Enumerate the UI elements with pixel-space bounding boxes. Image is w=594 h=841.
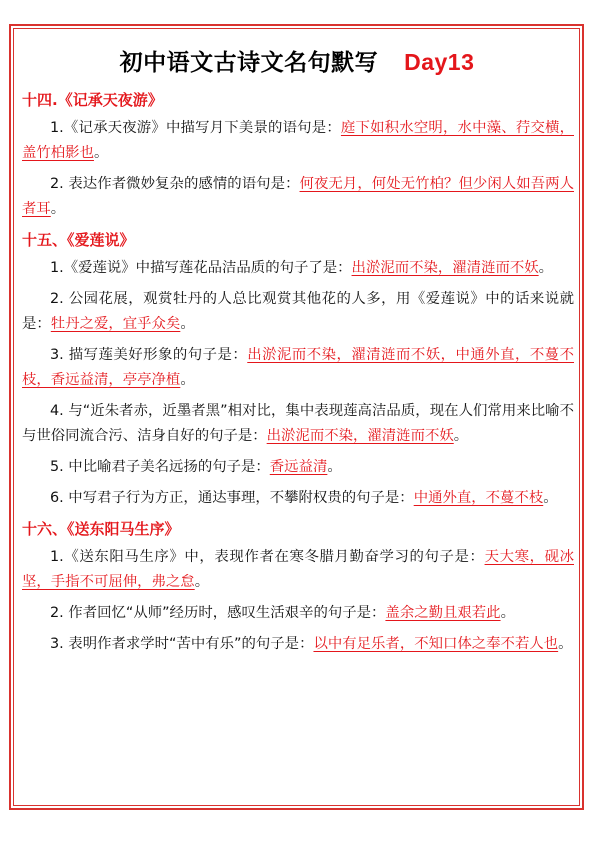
- question-item: [22, 116, 574, 166]
- answer-text: 以中有足乐者，不知口体之奉不若人也: [313, 636, 559, 652]
- question-text: 6. 中写君子行为方正，通达事理，不攀附权贵的句子是：: [50, 490, 414, 506]
- question-end: 。: [543, 490, 558, 506]
- answer-text: 牡丹之爱，宜乎众矣: [50, 316, 181, 332]
- section-heading-ailianshuo: 十五、《爱莲说》: [22, 231, 135, 249]
- question-end: 。: [180, 316, 195, 332]
- content: [22, 86, 574, 663]
- section-heading-songdongyang: 十六、《送东阳马生序》: [22, 520, 180, 538]
- question-end: 。: [327, 459, 342, 475]
- title-day: Day13: [404, 49, 475, 75]
- answer-text: 天大寒，砚冰坚，手指不可屈伸，弗之怠: [22, 549, 574, 590]
- answer-text: 中通外直，不蔓不枝: [413, 490, 544, 506]
- question-text: 2. 作者回忆“从师”经历时，感叹生活艰辛的句子是：: [50, 605, 386, 621]
- question-text: 1.《爱莲说》中描写莲花品洁品质的句子了是：: [50, 260, 352, 276]
- question-item: [22, 343, 574, 393]
- question-end: 。: [180, 372, 195, 388]
- question-end: 。: [538, 260, 554, 276]
- question-text: 1.《送东阳马生序》中，表现作者在寒冬腊月勤奋学习的句子是：: [50, 549, 485, 565]
- question-end: 。: [558, 636, 573, 652]
- question-item: [22, 399, 574, 449]
- answer-text: 出淤泥而不染，濯清涟而不妖: [266, 428, 454, 444]
- question-text: 2. 公园花展，观赏牡丹的人总比观赏其他花的人多，用《爱莲说》中的话来说就是：: [22, 291, 574, 332]
- question-item: [22, 632, 574, 657]
- answer-text: 何夜无月，何处无竹柏？但少闲人如吾两人者耳: [22, 176, 574, 217]
- answer-text: 庭下如积水空明，水中藻、荇交横，盖竹柏影也: [22, 120, 574, 161]
- question-end: 。: [500, 605, 515, 621]
- question-end: 。: [93, 145, 109, 161]
- question-text: 3. 描写莲美好形象的句子是：: [50, 347, 248, 363]
- answer-text: 香远益清: [269, 459, 328, 475]
- question-item: [22, 172, 574, 222]
- question-end: 。: [453, 428, 469, 444]
- question-item: [22, 486, 574, 511]
- answer-text: 出淤泥而不染，濯清涟而不妖，中通外直，不蔓不枝，香远益清，亭亭净植: [22, 347, 574, 388]
- question-end: 。: [50, 201, 66, 217]
- question-item: [22, 256, 574, 281]
- answer-text: 盖余之勤且艰若此: [385, 605, 501, 621]
- page-title: [0, 44, 594, 77]
- question-item: [22, 287, 574, 337]
- question-text: 2. 表达作者微妙复杂的感情的语句是：: [50, 176, 300, 192]
- question-item: [22, 455, 574, 480]
- answer-text: 出淤泥而不染，濯清涟而不妖: [351, 260, 539, 276]
- question-text: 3. 表明作者求学时“苦中有乐”的句子是：: [50, 636, 314, 652]
- question-end: 。: [194, 574, 210, 590]
- section-heading-jichengtian: 十四.《记承天夜游》: [22, 91, 163, 109]
- question-text: 5. 中比喻君子美名远扬的句子是：: [50, 459, 270, 475]
- question-item: [22, 545, 574, 595]
- question-text: 1.《记承天夜游》中描写月下美景的语句是：: [50, 120, 341, 136]
- question-item: [22, 601, 574, 626]
- title-main: 初中语文古诗文名句默写: [119, 50, 379, 76]
- question-text: 4. 与“近朱者赤，近墨者黑”相对比，集中表现莲高洁品质，现在人们常用来比喻不与世俗同流合污、洁身自好的句子是：: [22, 403, 574, 444]
